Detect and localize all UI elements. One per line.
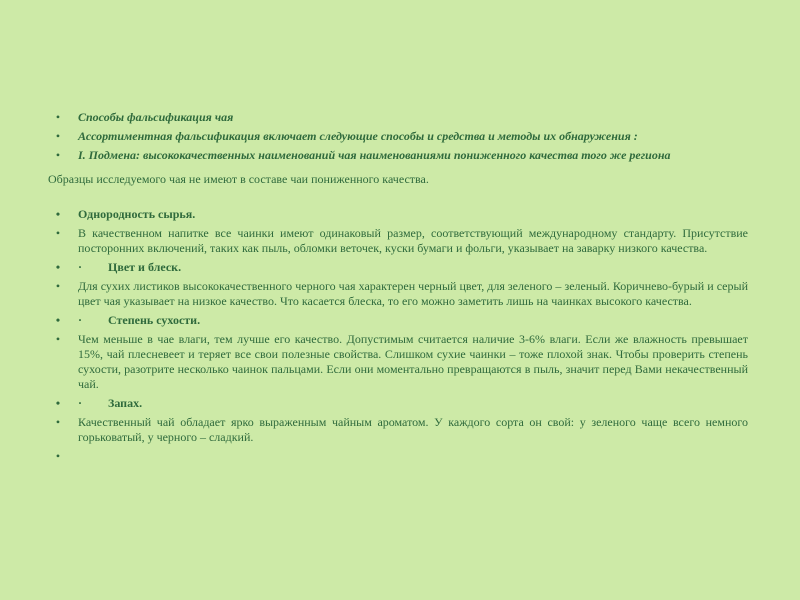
bullet-icon: • [55,129,61,143]
section-text [52,415,748,445]
header-item [52,110,752,125]
intro-text: Образцы исследуемого чая не имеют в составе чаи пониженного качества. [48,172,429,186]
section-heading-text: Однородность сырья. [78,207,196,221]
section-heading [52,207,748,222]
bullet-icon: • [55,226,61,240]
header-item [52,148,752,163]
header-item-text: I. Подмена: высококачественных наименований чая наименованиями пониженного качества того же региона [78,148,671,162]
section-text [52,332,748,392]
bullet-icon: • [55,110,61,124]
bullet-icon: • [55,207,61,221]
sub-bullet-icon: · [78,313,83,327]
section-body-text: В качественном напитке все чаинки имеют одинаковый размер, соответствующий международному стандарту. Присутствие посторонних включений, таких как пыль, обломки веточек, куски бумаги и фольги, указывает на заварку низкого качества. [78,226,748,255]
section-heading-text: Степень сухости. [108,313,201,327]
section-heading [52,313,748,328]
section-heading [52,396,748,411]
sub-bullet-icon: · [78,260,83,274]
header-item [52,129,752,144]
section-heading-text: Цвет и блеск. [108,260,182,274]
bullet-icon: • [55,148,61,162]
bullet-icon: • [55,279,61,293]
sub-bullet-icon: · [78,396,83,410]
bullet-icon: • [55,260,61,274]
bullet-icon: • [55,396,61,410]
bullet-icon: • [55,332,61,346]
bullet-icon: • [55,313,61,327]
bullet-icon: • [55,415,61,429]
section-body-text: Качественный чай обладает ярко выраженным чайным ароматом. У каждого сорта он свой: у зеленого чаще всего немного горьковатый, у черного – сладкий. [78,415,748,444]
section-body-text: Для сухих листиков высококачественного черного чая характерен черный цвет, для зеленого – зеленый. Коричнево-бурый и серый цвет чая указывает на низкое качество. Что касается блеска, то его можно заметить лишь на чаинках высокого качества. [78,279,748,308]
sections-list [52,207,748,463]
section-text [52,279,748,309]
header-item-text: Способы фальсификация чая [78,110,234,124]
section-heading [52,260,748,275]
header-list [52,110,752,167]
section-body-text: Чем меньше в чае влаги, тем лучше его качество. Допустимым считается наличие 3-6% влаги. Если же влажность превышает 15%, чай плесневеет и теряет все свои полезные свойства. Слишком сухие чаинки – тоже плохой знак. Чтобы проверить степень сухости, разотрите несколько чаинок пальцами. Если они моментально превращаются в пыль, значит перед Вами некачественный чай. [78,332,748,391]
bullet-icon: • [55,449,61,463]
header-item-text: Ассортиментная фальсификация включает следующие способы и средства и методы их обнаружения : [78,129,638,143]
section-heading-text: Запах. [108,396,143,410]
section-text [52,226,748,256]
